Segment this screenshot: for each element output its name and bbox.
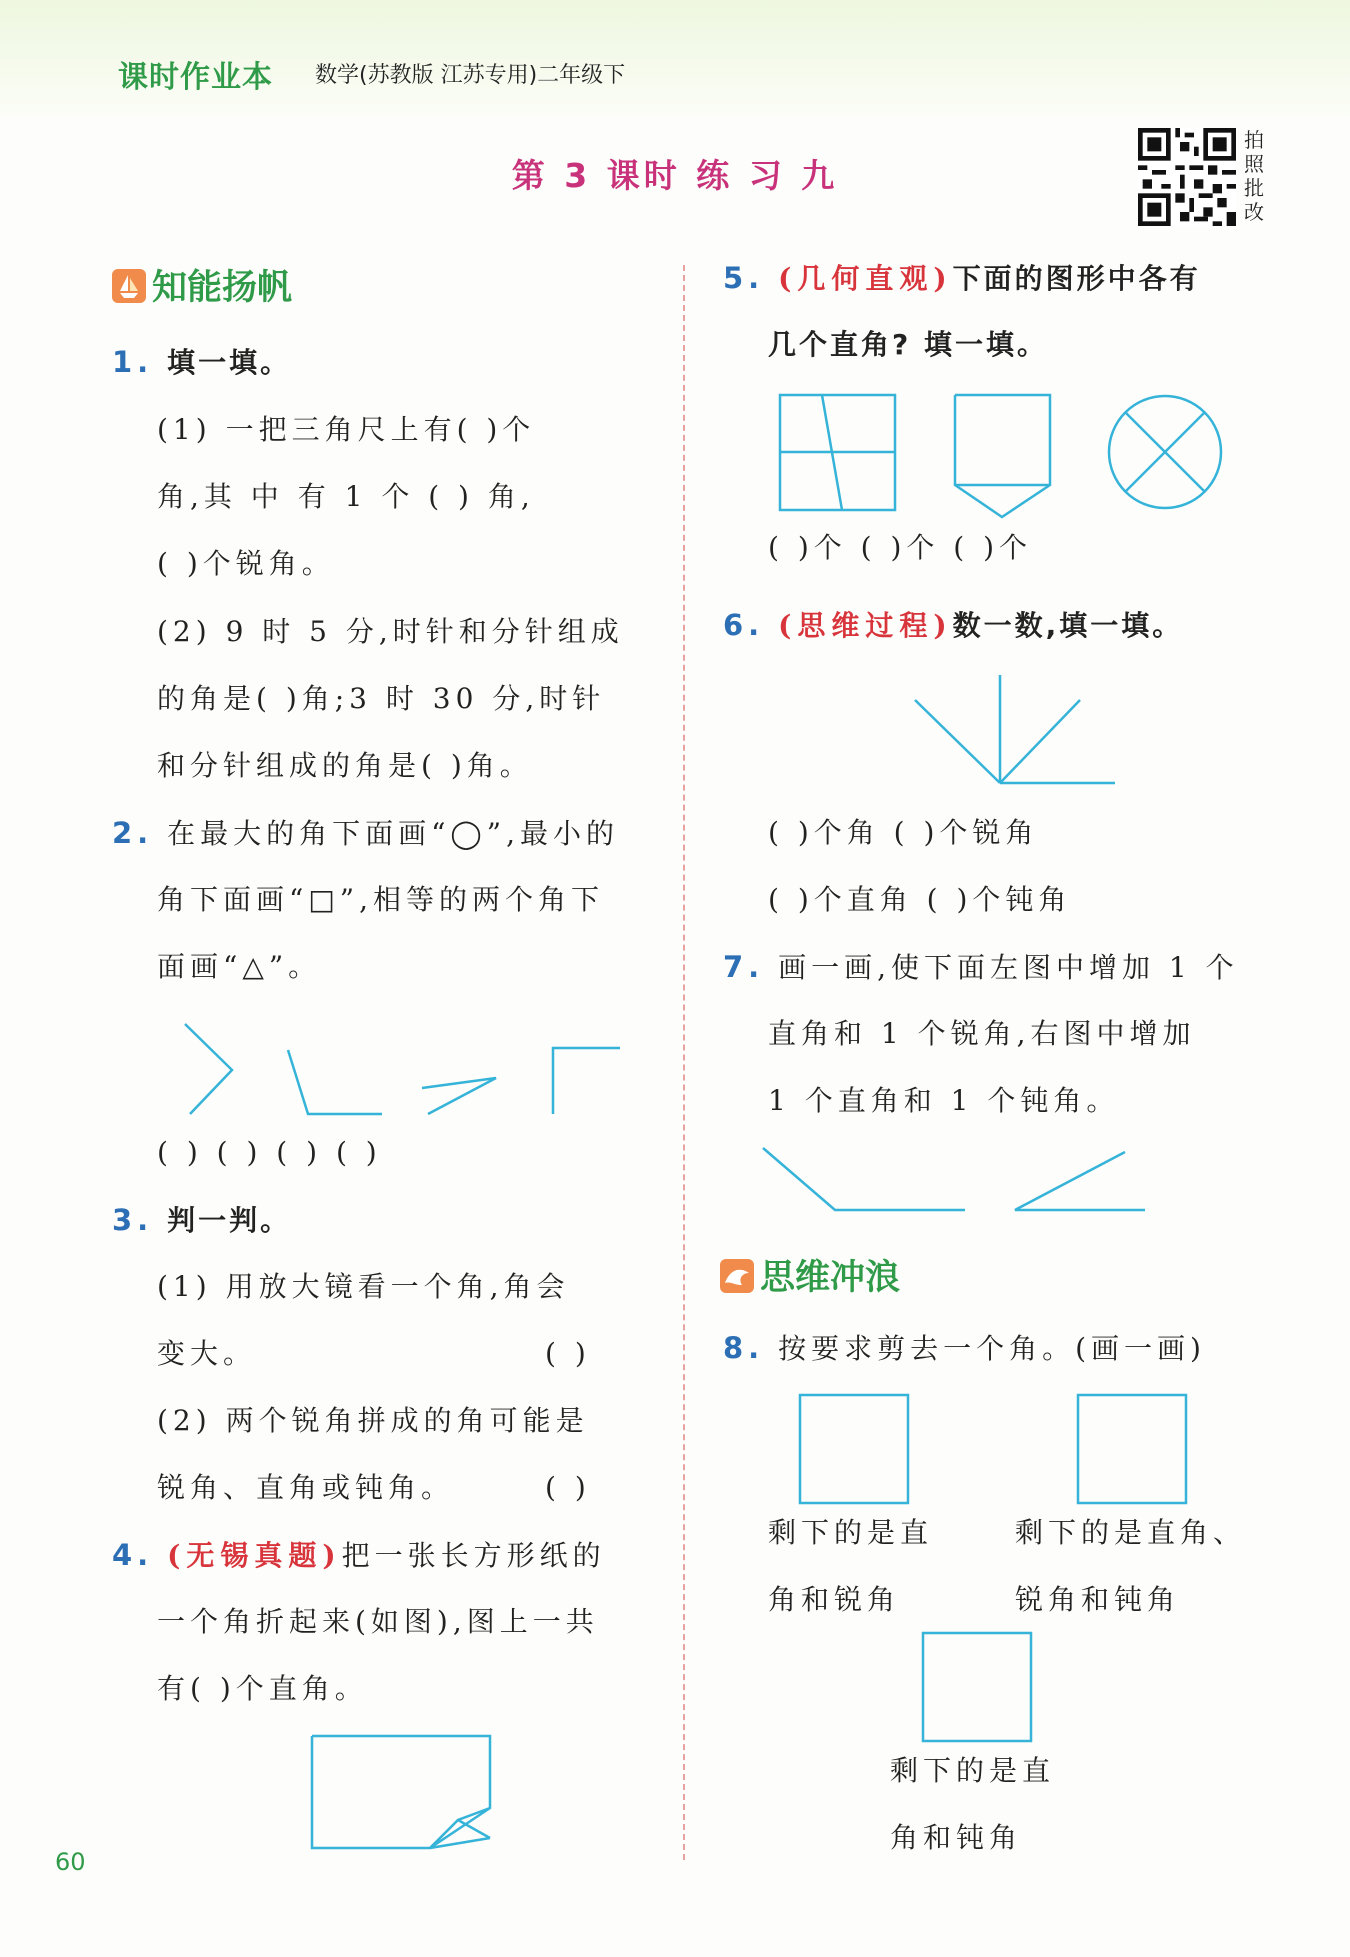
q3-title: 3. 判一判。 <box>112 1203 292 1237</box>
q8-caption-2b: 锐角和钝角 <box>1015 1583 1181 1616</box>
page-number: 60 <box>55 1848 86 1876</box>
q7-line2: 直角和 1 个锐角,右图中增加 <box>768 1017 1196 1050</box>
q7-line3: 1 个直角和 1 个钝角。 <box>768 1084 1120 1117</box>
q7-line1: 7. 画一画,使下面左图中增加 1 个 <box>723 950 1239 984</box>
q2-answer-blanks[interactable]: ( ) ( ) ( ) ( ) <box>157 1136 382 1169</box>
q8-square-2[interactable] <box>1073 1390 1193 1510</box>
q8-caption-3b: 角和钝角 <box>890 1821 1023 1854</box>
book-subtitle: 数学(苏教版 江苏专用)二年级下 <box>315 63 626 88</box>
q1-title: 1. 填一填。 <box>112 345 292 379</box>
section-header-zhineng: 知能扬帆 <box>112 260 292 310</box>
q6-line3[interactable]: ( )个直角 ( )个钝角 <box>768 883 1072 916</box>
q6-angles-figure <box>900 665 1130 795</box>
q1-line2: 角,其 中 有 1 个 ( ) 角, <box>157 480 535 513</box>
column-divider <box>683 265 685 1860</box>
q3-answer-1[interactable]: ( ) <box>545 1337 591 1370</box>
q5-line1: 5. (几何直观)下面的图形中各有 <box>723 261 1201 295</box>
q4-line2: 一个角折起来(如图),图上一共 <box>157 1605 599 1638</box>
wave-icon <box>720 1259 754 1293</box>
q3-answer-2[interactable]: ( ) <box>545 1471 591 1504</box>
q2-line3: 面画“△”。 <box>157 950 322 983</box>
q3-line3: (2) 两个锐角拼成的角可能是 <box>157 1404 589 1437</box>
q1-line3: ( )个锐角。 <box>157 547 335 580</box>
q5-answer-blanks[interactable]: ( )个 ( )个 ( )个 <box>768 531 1033 564</box>
qr-code-icon[interactable] <box>1138 128 1236 226</box>
q4-line1: 4. (无锡真题)把一张长方形纸的 <box>112 1538 606 1572</box>
qr-label: 拍 照 批 改 <box>1244 128 1264 224</box>
q2-angles-figure <box>170 1010 630 1130</box>
lesson-title: 第 3 课时 练 习 九 <box>511 156 839 195</box>
q1-line6: 和分针组成的角是( )角。 <box>157 749 533 782</box>
q1-line4: (2) 9 时 5 分,时针和分针组成 <box>157 615 624 648</box>
q5-shapes-figure <box>770 385 1250 525</box>
q8-square-3[interactable] <box>918 1628 1038 1748</box>
q6-line2[interactable]: ( )个角 ( )个锐角 <box>768 816 1039 849</box>
q2-line2: 角下面画“□”,相等的两个角下 <box>157 883 604 916</box>
q4-line3: 有( )个直角。 <box>157 1672 368 1705</box>
q3-line4: 锐角、直角或钝角。 <box>157 1471 455 1504</box>
q2-line1: 2. 在最大的角下面画“◯”,最小的 <box>112 816 619 850</box>
q8-caption-3a: 剩下的是直 <box>890 1754 1056 1787</box>
q8-caption-1b: 角和锐角 <box>768 1583 901 1616</box>
q5-line2: 几个直角? 填一填。 <box>768 328 1048 361</box>
sailboat-icon <box>112 269 146 303</box>
brand-title: 课时作业本 <box>118 60 273 95</box>
section-header-siwei: 思维冲浪 <box>720 1250 900 1300</box>
q3-line2: 变大。 <box>157 1337 257 1370</box>
q8-square-1[interactable] <box>795 1390 915 1510</box>
q6-line1: 6. (思维过程)数一数,填一填。 <box>723 608 1184 642</box>
q1-line5: 的角是( )角;3 时 30 分,时针 <box>157 682 606 715</box>
q1-line1: (1) 一把三角尺上有( )个 <box>157 413 536 446</box>
q8-line1: 8. 按要求剪去一个角。(画一画) <box>723 1331 1206 1365</box>
q8-caption-2a: 剩下的是直角、 <box>1015 1516 1247 1549</box>
q8-caption-1a: 剩下的是直 <box>768 1516 934 1549</box>
q3-line1: (1) 用放大镜看一个角,角会 <box>157 1270 570 1303</box>
q4-folded-paper-figure <box>300 1728 500 1858</box>
q7-angles-figure[interactable] <box>755 1140 1155 1220</box>
